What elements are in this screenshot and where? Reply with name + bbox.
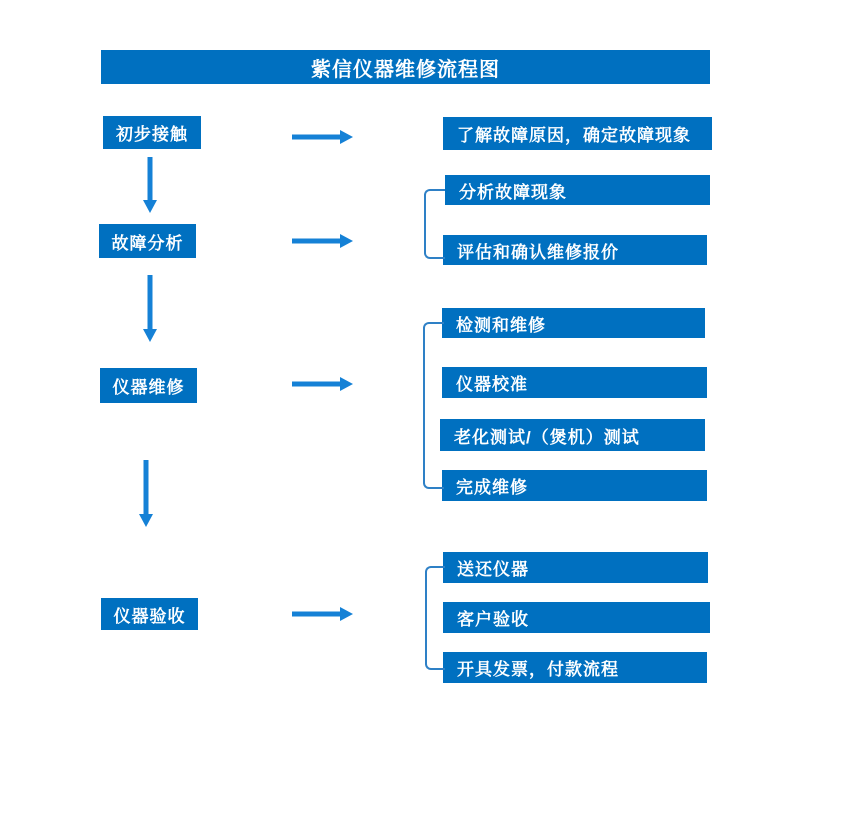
detail-box-3-2: 仪器校准 [442, 367, 707, 398]
stage-box-3: 仪器维修 [100, 368, 197, 403]
group-bracket [423, 322, 444, 489]
arrow-right-icon [292, 130, 353, 144]
diagram-title: 紫信仪器维修流程图 [101, 50, 710, 84]
detail-box-4-1: 送还仪器 [443, 552, 708, 583]
stage-box-4: 仪器验收 [101, 598, 198, 630]
detail-box-4-2: 客户验收 [443, 602, 710, 633]
stage-box-2: 故障分析 [99, 224, 196, 258]
detail-box-3-3: 老化测试/（煲机）测试 [440, 419, 705, 451]
stage-box-1: 初步接触 [103, 116, 201, 149]
arrow-down-icon [143, 157, 157, 213]
detail-box-4-3: 开具发票，付款流程 [443, 652, 707, 683]
detail-box-2-1: 分析故障现象 [445, 175, 710, 205]
arrow-down-icon [143, 275, 157, 342]
arrow-down-icon [139, 460, 153, 527]
detail-box-1-1: 了解故障原因，确定故障现象 [443, 117, 712, 150]
detail-box-3-1: 检测和维修 [442, 308, 705, 338]
arrow-right-icon [292, 234, 353, 248]
detail-box-2-2: 评估和确认维修报价 [443, 235, 707, 265]
group-bracket [425, 566, 445, 670]
group-bracket [424, 189, 445, 259]
detail-box-3-4: 完成维修 [442, 470, 707, 501]
arrow-right-icon [292, 607, 353, 621]
arrow-right-icon [292, 377, 353, 391]
